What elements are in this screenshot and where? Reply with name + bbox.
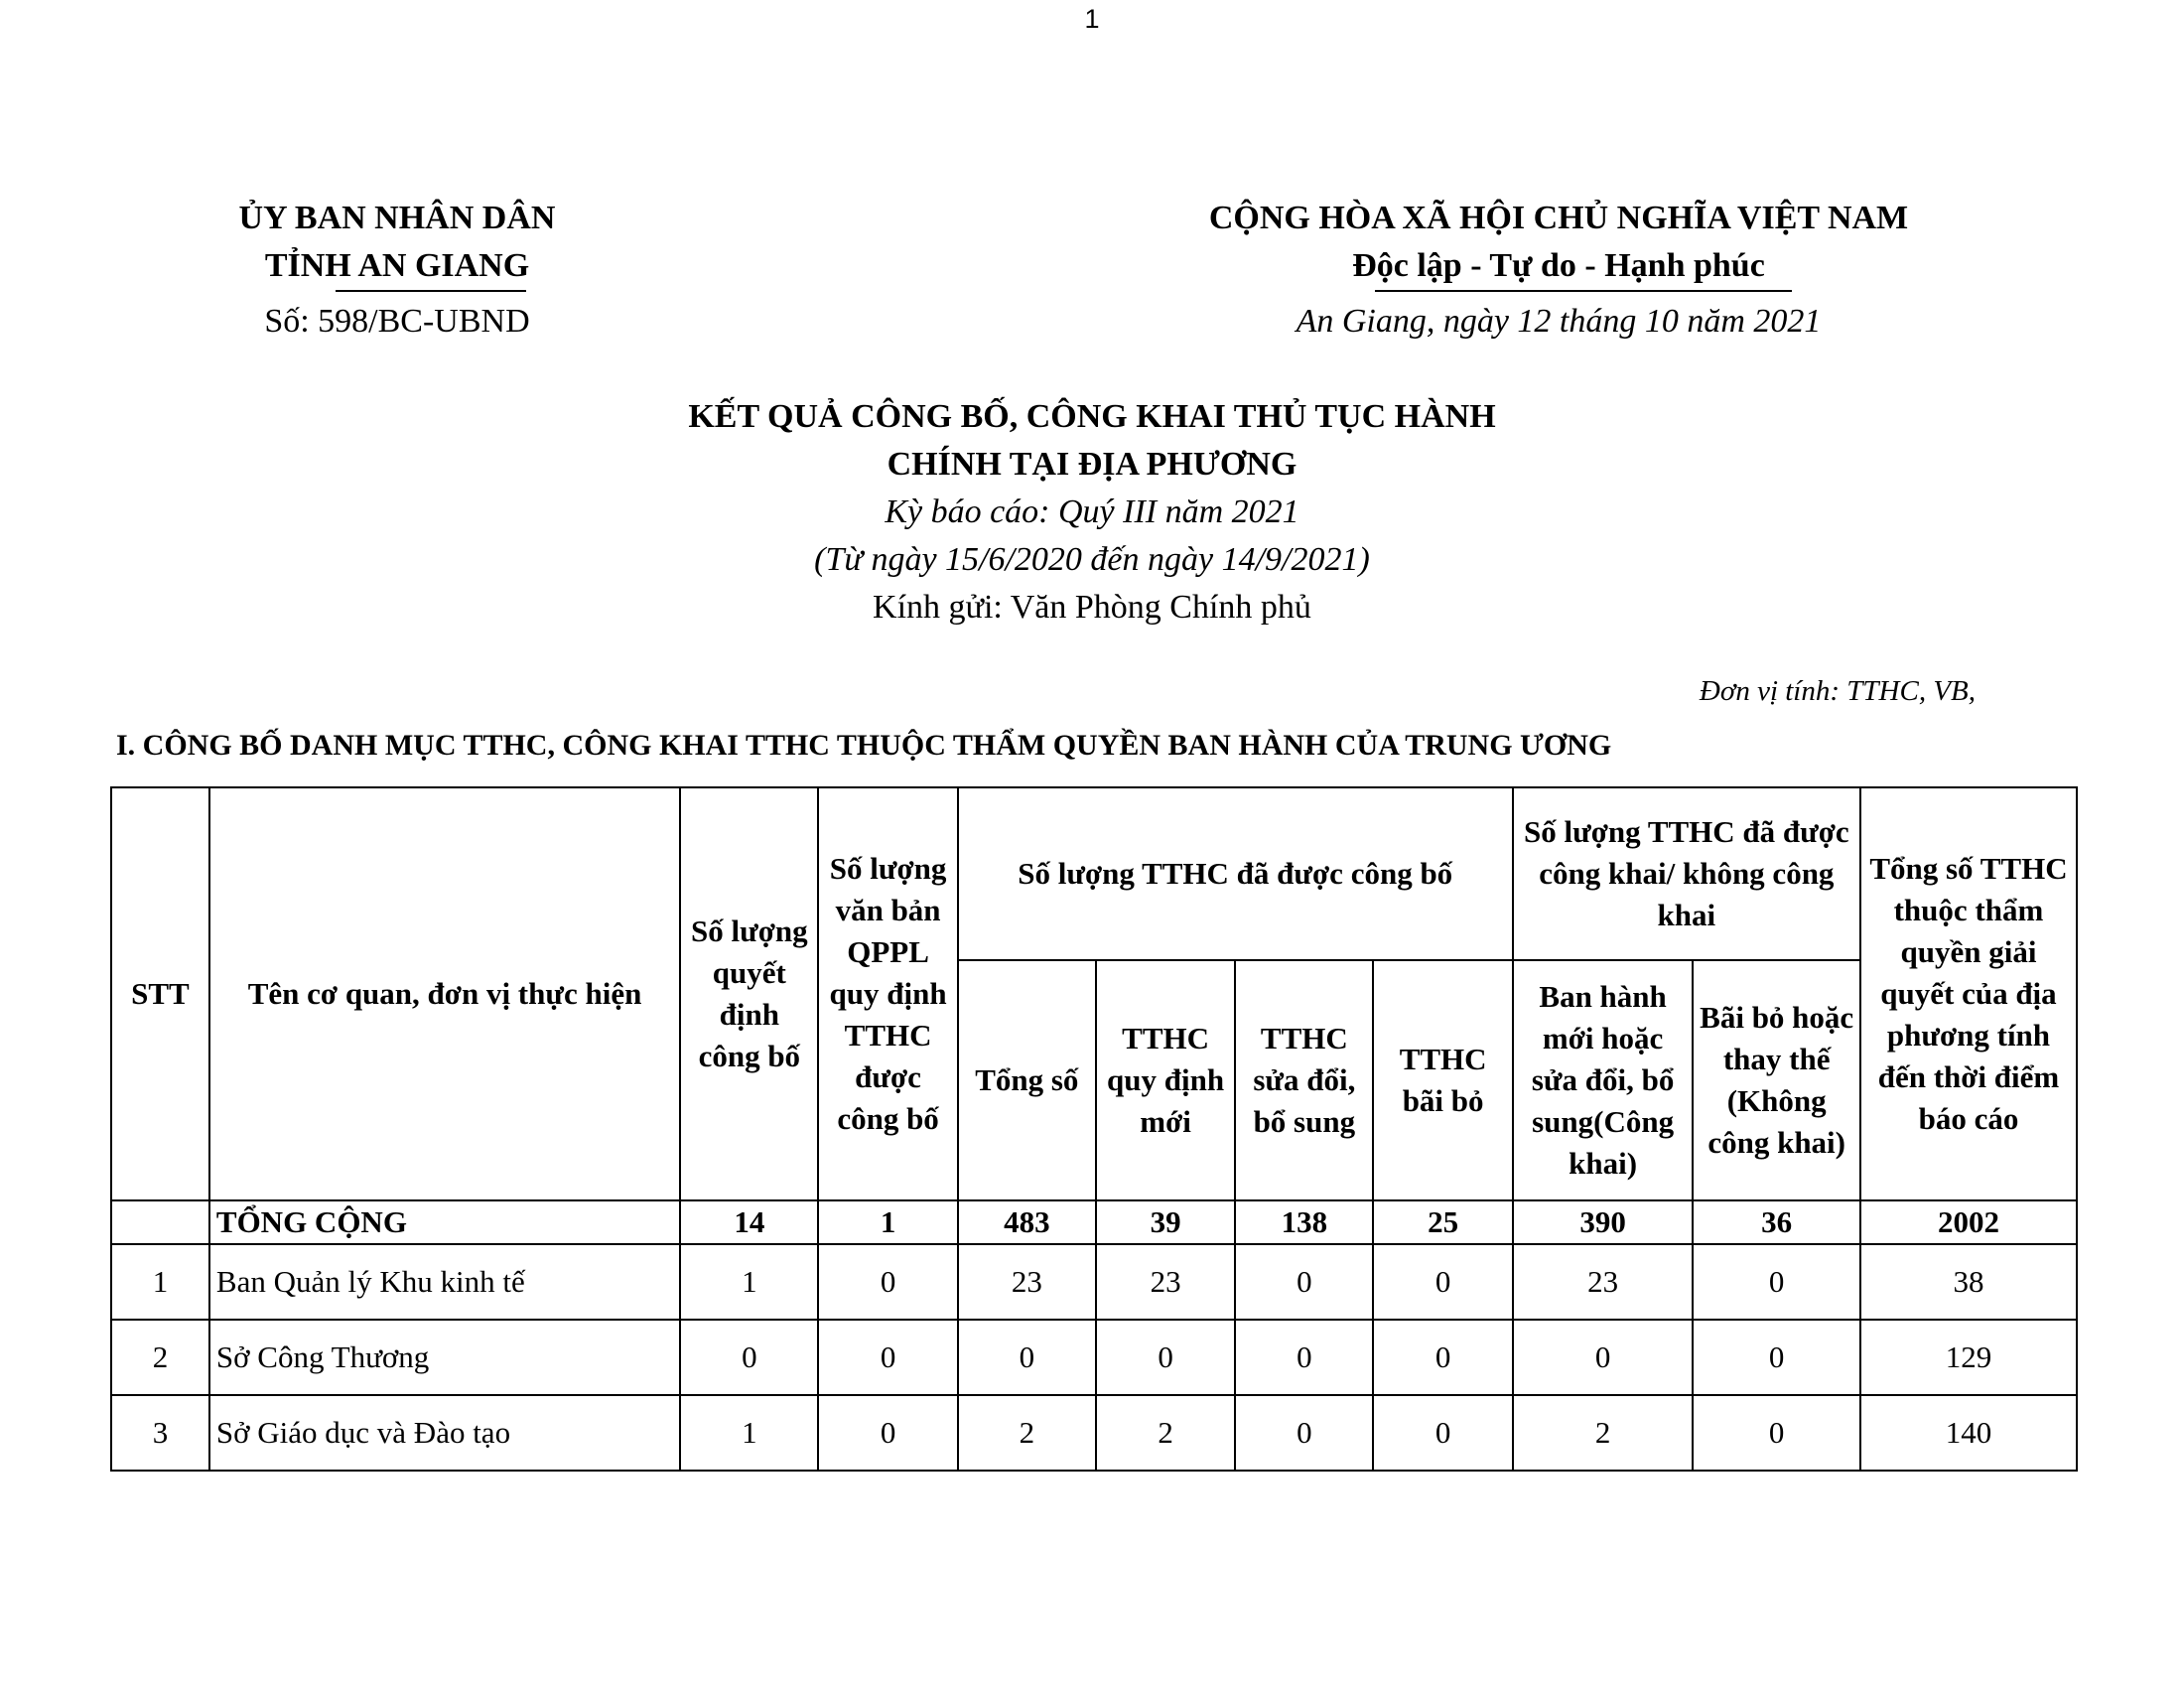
row-value: 23 xyxy=(1096,1244,1235,1320)
issue-date: An Giang, ngày 12 tháng 10 năm 2021 xyxy=(1296,303,1822,340)
unit-note: Đơn vị tính: TTHC, VB, xyxy=(1699,675,1976,707)
report-title-line2: CHÍNH TẠI ĐỊA PHƯƠNG xyxy=(887,446,1297,483)
report-recipient: Kính gửi: Văn Phòng Chính phủ xyxy=(873,589,1311,626)
row-stt: 1 xyxy=(111,1244,209,1320)
row-value: 2 xyxy=(1513,1395,1694,1471)
header-new: TTHC quy định mới xyxy=(1096,960,1235,1200)
motto-underline xyxy=(1375,290,1792,292)
row-value: 140 xyxy=(1860,1395,2077,1471)
issuer-line2: TỈNH AN GIANG xyxy=(264,247,530,284)
row-value: 0 xyxy=(1693,1320,1860,1395)
table-row xyxy=(111,1320,2077,1395)
total-local: 2002 xyxy=(1860,1200,2077,1244)
row-value: 0 xyxy=(1373,1395,1512,1471)
total-docs: 1 xyxy=(818,1200,957,1244)
row-value: 0 xyxy=(818,1320,957,1395)
national-header xyxy=(1171,195,1946,290)
report-title-line1: KẾT QUẢ CÔNG BỐ, CÔNG KHAI THỦ TỤC HÀNH xyxy=(688,398,1496,435)
section-title: I. CÔNG BỐ DANH MỤC TTHC, CÔNG KHAI TTHC THUỘC THẨM QUYỀN BAN HÀNH CỦA TRUNG ƯƠNG xyxy=(116,729,1612,762)
header-public-group: Số lượng TTHC đã được công khai/ không công khai xyxy=(1513,787,1860,960)
document-number: Số: 598/BC-UBND xyxy=(264,303,530,340)
row-value: 1 xyxy=(680,1244,818,1320)
table-row xyxy=(111,1244,2077,1320)
row-name: Ban Quản lý Khu kinh tế xyxy=(209,1244,680,1320)
header-row-1 xyxy=(111,787,2077,960)
total-decisions: 14 xyxy=(680,1200,818,1244)
row-value: 0 xyxy=(818,1244,957,1320)
row-value: 0 xyxy=(1373,1320,1512,1395)
row-value: 0 xyxy=(1096,1320,1235,1395)
results-table xyxy=(110,786,2078,1472)
total-abolished: 25 xyxy=(1373,1200,1512,1244)
row-value: 1 xyxy=(680,1395,818,1471)
header-local-total: Tổng số TTHC thuộc thẩm quyền giải quyết của địa phương tính đến thời điểm báo cáo xyxy=(1860,787,2077,1200)
total-public: 390 xyxy=(1513,1200,1694,1244)
header-abolished: TTHC bãi bỏ xyxy=(1373,960,1512,1200)
row-value: 0 xyxy=(1373,1244,1512,1320)
total-new: 39 xyxy=(1096,1200,1235,1244)
row-value: 0 xyxy=(1235,1320,1373,1395)
header-docs: Số lượng văn bản QPPL quy định TTHC được công bố xyxy=(818,787,957,1200)
row-value: 0 xyxy=(1693,1244,1860,1320)
report-range: (Từ ngày 15/6/2020 đến ngày 14/9/2021) xyxy=(814,541,1370,578)
total-nonpublic: 36 xyxy=(1693,1200,1860,1244)
header-name: Tên cơ quan, đơn vị thực hiện xyxy=(209,787,680,1200)
header-stt: STT xyxy=(111,787,209,1200)
row-value: 0 xyxy=(818,1395,957,1471)
row-value: 38 xyxy=(1860,1244,2077,1320)
row-value: 0 xyxy=(958,1320,1096,1395)
row-value: 0 xyxy=(1235,1395,1373,1471)
report-period: Kỳ báo cáo: Quý III năm 2021 xyxy=(885,493,1299,530)
total-row xyxy=(111,1200,2077,1244)
row-value: 129 xyxy=(1860,1320,2077,1395)
total-stt xyxy=(111,1200,209,1244)
row-value: 2 xyxy=(1096,1395,1235,1471)
header-decisions: Số lượng quyết định công bố xyxy=(680,787,818,1200)
row-value: 23 xyxy=(958,1244,1096,1320)
row-name: Sở Giáo dục và Đào tạo xyxy=(209,1395,680,1471)
issuer-header xyxy=(189,195,606,290)
issuer-underline xyxy=(336,290,526,292)
header-nonpublic: Bãi bỏ hoặc thay thế (Không công khai) xyxy=(1693,960,1860,1200)
row-value: 23 xyxy=(1513,1244,1694,1320)
header-published-group: Số lượng TTHC đã được công bố xyxy=(958,787,1513,960)
total-published: 483 xyxy=(958,1200,1096,1244)
report-title-block xyxy=(0,393,2184,632)
total-amended: 138 xyxy=(1235,1200,1373,1244)
national-title: CỘNG HÒA XÃ HỘI CHỦ NGHĨA VIỆT NAM xyxy=(1208,200,1909,236)
row-stt: 2 xyxy=(111,1320,209,1395)
issuer-line1: ỦY BAN NHÂN DÂN xyxy=(238,200,556,236)
national-motto: Độc lập - Tự do - Hạnh phúc xyxy=(1352,247,1765,284)
row-value: 2 xyxy=(958,1395,1096,1471)
row-stt: 3 xyxy=(111,1395,209,1471)
row-value: 0 xyxy=(1235,1244,1373,1320)
header-amended: TTHC sửa đổi, bổ sung xyxy=(1235,960,1373,1200)
header-total: Tổng số xyxy=(958,960,1096,1200)
row-value: 0 xyxy=(680,1320,818,1395)
row-name: Sở Công Thương xyxy=(209,1320,680,1395)
total-label: TỔNG CỘNG xyxy=(209,1200,680,1244)
row-value: 0 xyxy=(1513,1320,1694,1395)
header-public: Ban hành mới hoặc sửa đổi, bổ sung(Công khai) xyxy=(1513,960,1694,1200)
page-number: 1 xyxy=(1084,4,1100,34)
row-value: 0 xyxy=(1693,1395,1860,1471)
table-row xyxy=(111,1395,2077,1471)
